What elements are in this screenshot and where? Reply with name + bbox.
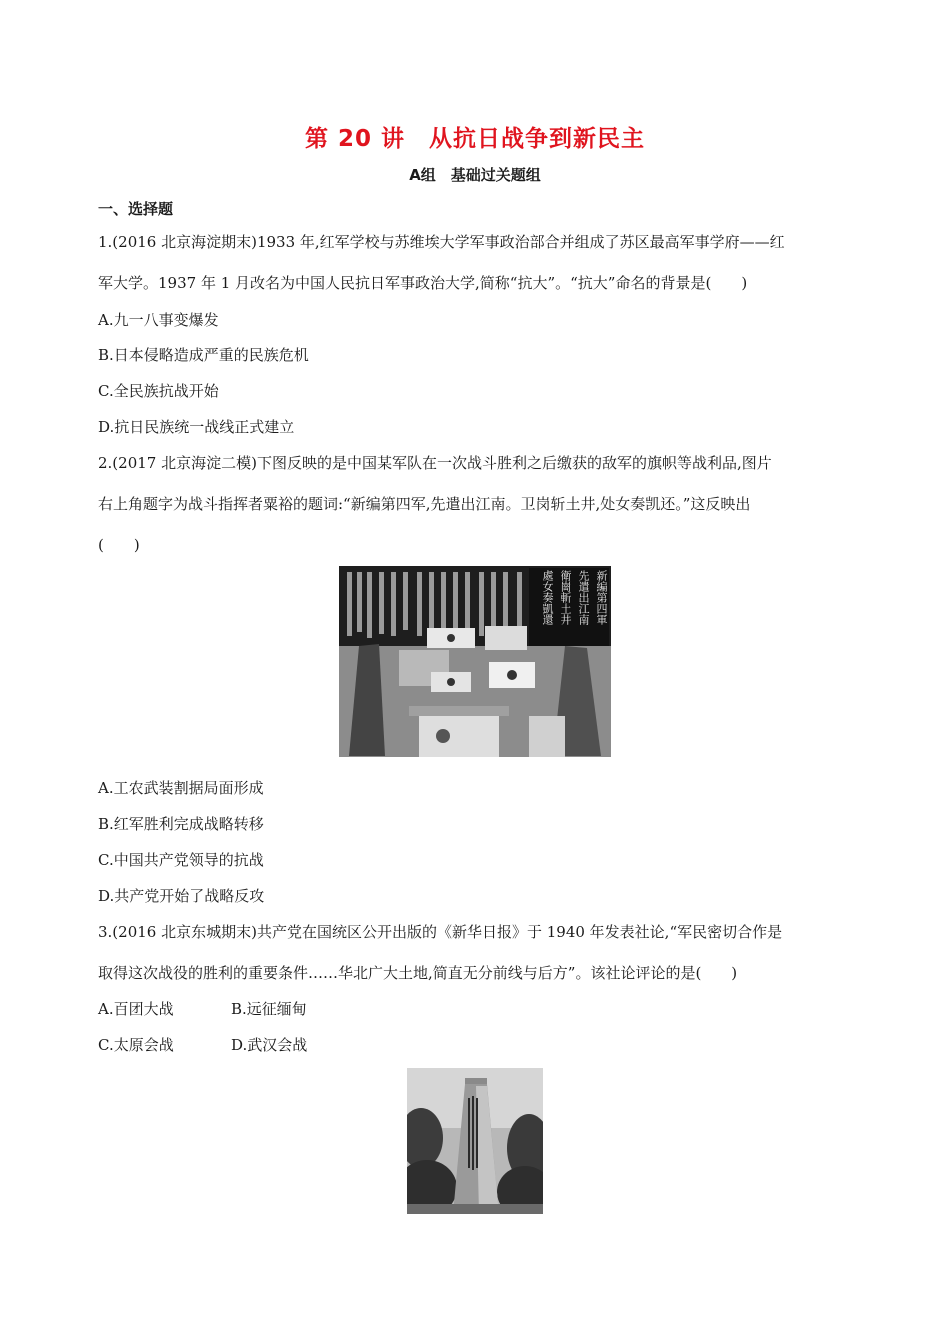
inscription-column-2: 先遣出江南 [577,570,590,625]
q3-option-b: B.远征缅甸 [231,1000,307,1018]
q1-option-c: C.全民族抗战开始 [98,382,219,400]
q2-stem-line-2: 右上角题字为战斗指挥者粟裕的题词:“新编第四军,先遣出江南。卫岗斩土井,处女奏凯还。”这反映出 [98,495,751,513]
q3-option-c: C.太原会战 [98,1036,174,1054]
q2-option-d: D.共产党开始了战略反攻 [98,887,265,905]
inscription-column-3: 衛崗斬土井 [559,570,572,625]
q1-stem-line-1: 1.(2016 北京海淀期末)1933 年,红军学校与苏维埃大学军事政治部合并组成了苏区最高军事学府——红 [98,233,785,251]
q1-stem-line-2: 军大学。1937 年 1 月改名为中国人民抗日军事政治大学,简称“抗大”。“抗大”命名的背景是( ) [98,274,748,292]
monument-photo [407,1068,543,1214]
q1-option-d: D.抗日民族统一战线正式建立 [98,418,295,436]
monument-photo-image [407,1068,543,1214]
q3-option-a: A.百团大战 [98,1000,174,1018]
inscription-column-4: 處女奏凱還 [541,570,554,625]
q2-stem-line-1: 2.(2017 北京海淀二模)下图反映的是中国某军队在一次战斗胜利之后缴获的敌军的旗帜等战利品,图片 [98,454,772,472]
q1-option-a: A.九一八事变爆发 [98,311,219,329]
war-trophies-photo [339,566,611,757]
q3-stem-line-2: 取得这次战役的胜利的重要条件……华北广大土地,简直无分前线与后方”。该社论评论的是( ) [98,964,738,982]
q2-option-b: B.红军胜利完成战略转移 [98,815,264,833]
lesson-title: 第 20 讲 从抗日战争到新民主 [304,126,646,152]
group-subtitle: A组 基础过关题组 [409,166,541,184]
q3-option-d: D.武汉会战 [231,1036,308,1054]
q2-option-c: C.中国共产党领导的抗战 [98,851,264,869]
q3-stem-line-1: 3.(2016 北京东城期末)共产党在国统区公开出版的《新华日报》于 1940 年发表社论,“军民密切合作是 [98,923,783,941]
q2-option-a: A.工农武装割据局面形成 [98,779,264,797]
q2-stem-line-3: ( ) [98,536,140,554]
section-heading: 一、选择题 [98,200,174,218]
q1-option-b: B.日本侵略造成严重的民族危机 [98,346,309,364]
inscription-column-1: 新編第四軍 [595,570,608,625]
